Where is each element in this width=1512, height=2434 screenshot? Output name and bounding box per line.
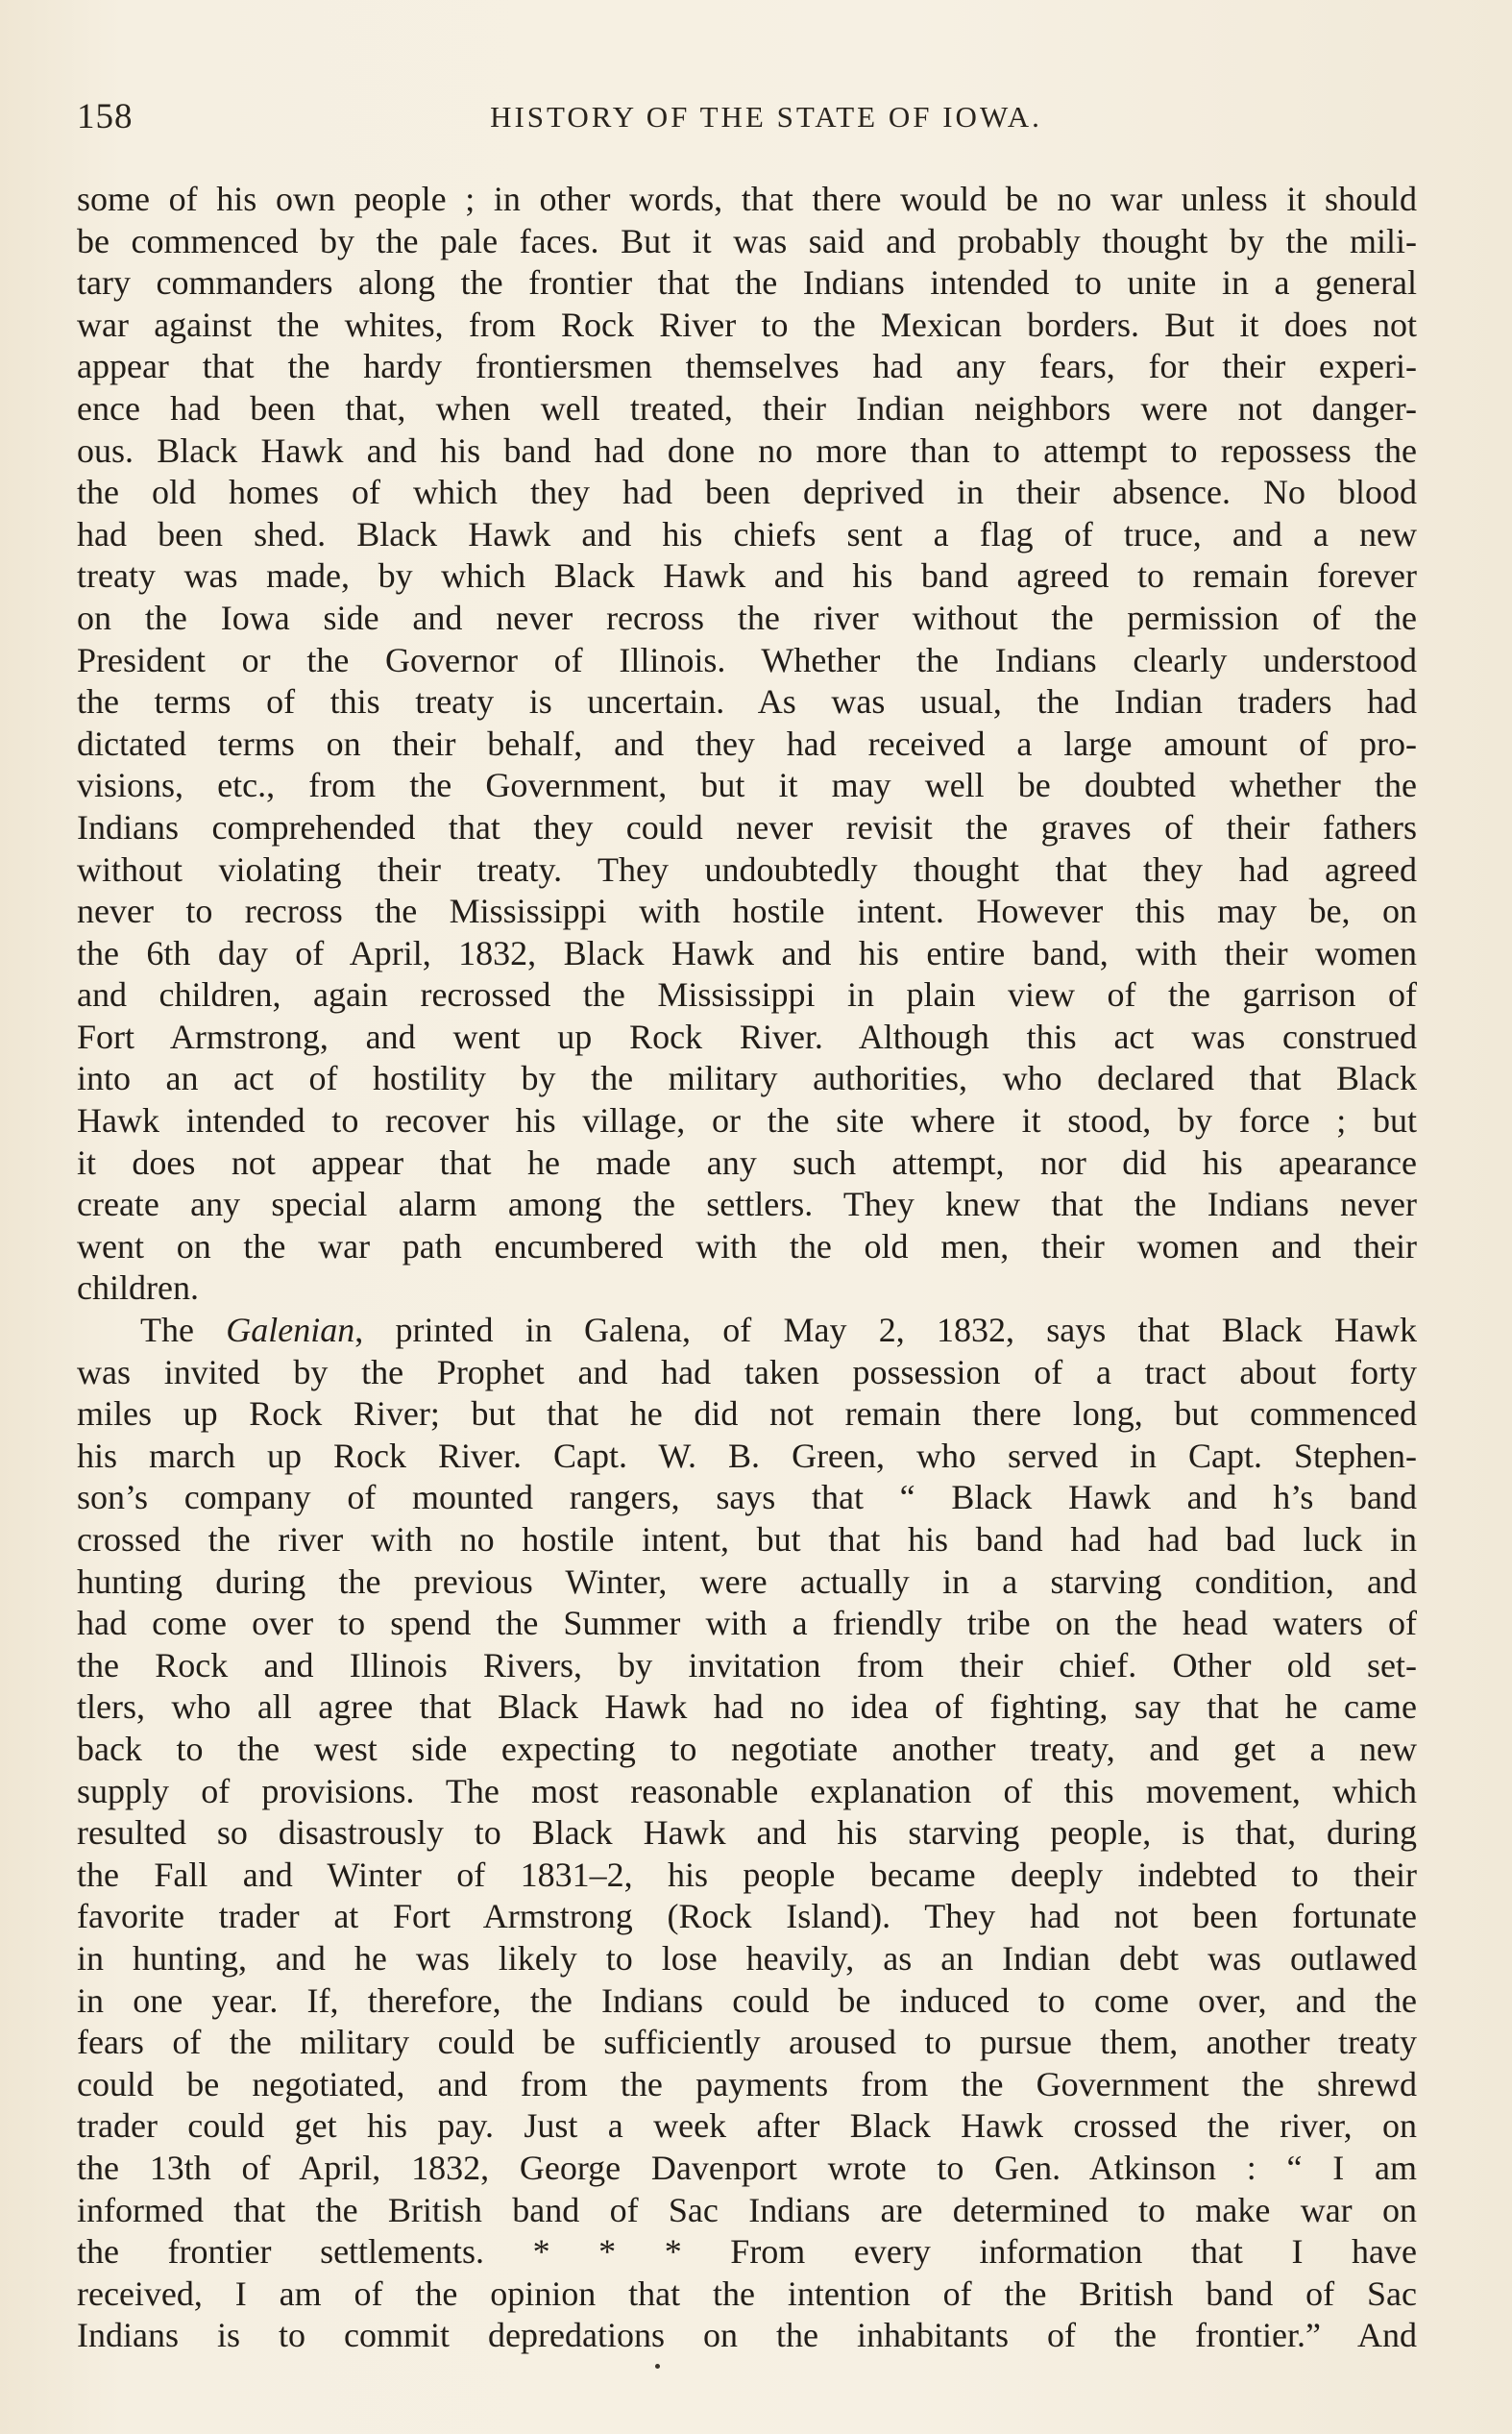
text-line: had been shed. Black Hawk and his chiefs sent a flag of truce, and a new bbox=[77, 514, 1417, 553]
text-line: President or the Governor of Illinois. Whether the Indians clearly understood bbox=[77, 640, 1417, 679]
text-line: had come over to spend the Summer with a friendly tribe on the head waters of bbox=[77, 1604, 1417, 1643]
text-line: could be negotiated, and from the payments from the Government the shrewd bbox=[77, 2064, 1417, 2103]
paragraph-2 bbox=[77, 1310, 1417, 2357]
text-line: the Rock and Illinois Rivers, by invitation from their chief. Other old set- bbox=[77, 1645, 1417, 1684]
text-line: Indians comprehended that they could never revisit the graves of their fathers bbox=[77, 807, 1417, 847]
text-line: on the Iowa side and never recross the river without the permission of the bbox=[77, 598, 1417, 637]
text-line: tlers, who all agree that Black Hawk had no idea of fighting, say that he came bbox=[77, 1687, 1417, 1727]
text-line: the frontier settlements. * * * From every information that I have bbox=[77, 2232, 1417, 2272]
newspaper-title: Galenian bbox=[226, 1311, 355, 1350]
text-line: be commenced by the pale faces. But it was said and probably thought by the mili- bbox=[77, 221, 1417, 260]
text-line: the Fall and Winter of 1831–2, his people became deeply indebted to their bbox=[77, 1855, 1417, 1894]
text-line: son’s company of mounted rangers, says that “ Black Hawk and h’s band bbox=[77, 1478, 1417, 1517]
text-line: ence had been that, when well treated, their Indian neighbors were not danger- bbox=[77, 388, 1417, 428]
page-header bbox=[77, 96, 1417, 154]
text-line: it does not appear that he made any such attempt, nor did his apearance bbox=[77, 1143, 1417, 1182]
text-line: favorite trader at Fort Armstrong (Rock Island). They had not been fortunate bbox=[77, 1897, 1417, 1936]
page-number: 158 bbox=[77, 97, 134, 136]
running-title: HISTORY OF THE STATE OF IOWA. bbox=[490, 100, 1042, 134]
text-line: received, I am of the opinion that the intention of the British band of Sac bbox=[77, 2274, 1417, 2313]
para2-pre: The bbox=[140, 1311, 227, 1350]
text-line: war against the whites, from Rock River to the Mexican borders. But it does not bbox=[77, 305, 1417, 344]
text-line: ous. Black Hawk and his band had done no more than to attempt to repossess the bbox=[77, 430, 1417, 470]
text-line: Indians is to commit depredations on the inhabitants of the frontier.” And bbox=[77, 2316, 1417, 2355]
text-line: fears of the military could be sufficiently aroused to pursue them, another treaty bbox=[77, 2023, 1417, 2062]
paragraph-1 bbox=[77, 179, 1417, 1310]
text-line: the terms of this treaty is uncertain. As was usual, the Indian traders had bbox=[77, 682, 1417, 722]
text-line: the 13th of April, 1832, George Davenport wrote to Gen. Atkinson : “ I am bbox=[77, 2148, 1417, 2187]
text-line: create any special alarm among the settlers. They knew that the Indians never bbox=[77, 1185, 1417, 1224]
ink-speck bbox=[655, 2364, 660, 2369]
text-line: informed that the British band of Sac Indians are determined to make war on bbox=[77, 2190, 1417, 2229]
text-line: treaty was made, by which Black Hawk and his band agreed to remain forever bbox=[77, 556, 1417, 596]
text-line: Fort Armstrong, and went up Rock River. Although this act was construed bbox=[77, 1017, 1417, 1056]
para2-post: , printed in Galena, of May 2, 1832, says that Black Hawk bbox=[354, 1311, 1417, 1350]
text-line: went on the war path encumbered with the old men, their women and their bbox=[77, 1226, 1417, 1266]
text-line: Hawk intended to recover his village, or the site where it stood, by force ; but bbox=[77, 1101, 1417, 1141]
text-line: crossed the river with no hostile intent, but that his band had had bad luck in bbox=[77, 1520, 1417, 1559]
text-line: some of his own people ; in other words, that there would be no war unless it should bbox=[77, 180, 1417, 218]
text-line: and children, again recrossed the Mississippi in plain view of the garrison of bbox=[77, 975, 1417, 1015]
text-line: children. bbox=[77, 1268, 199, 1308]
text-line: tary commanders along the frontier that the Indians intended to unite in a general bbox=[77, 263, 1417, 303]
text-line bbox=[77, 1310, 1417, 1352]
text-line: never to recross the Mississippi with hostile intent. However this may be, on bbox=[77, 892, 1417, 931]
text-line: back to the west side expecting to negotiate another treaty, and get a new bbox=[77, 1729, 1417, 1768]
text-line: into an act of hostility by the military authorities, who declared that Black bbox=[77, 1059, 1417, 1098]
text-line: appear that the hardy frontiersmen themselves had any fears, for their experi- bbox=[77, 347, 1417, 386]
text-line: hunting during the previous Winter, were actually in a starving condition, and bbox=[77, 1561, 1417, 1601]
text-line: resulted so disastrously to Black Hawk and his starving people, is that, during bbox=[77, 1813, 1417, 1853]
text-line: without violating their treaty. They undoubtedly thought that they had agreed bbox=[77, 849, 1417, 889]
text-line: his march up Rock River. Capt. W. B. Green, who served in Capt. Stephen- bbox=[77, 1436, 1417, 1475]
text-line: supply of provisions. The most reasonable explanation of this movement, which bbox=[77, 1771, 1417, 1810]
text-line: the old homes of which they had been deprived in their absence. No blood bbox=[77, 473, 1417, 512]
body-text bbox=[77, 179, 1417, 2357]
text-line: dictated terms on their behalf, and they had received a large amount of pro- bbox=[77, 724, 1417, 763]
text-line: was invited by the Prophet and had taken possession of a tract about forty bbox=[77, 1352, 1417, 1391]
text-line: miles up Rock River; but that he did not remain there long, but commenced bbox=[77, 1394, 1417, 1434]
text-line: in hunting, and he was likely to lose heavily, as an Indian debt was outlawed bbox=[77, 1938, 1417, 1978]
text-line: in one year. If, therefore, the Indians could be induced to come over, and the bbox=[77, 1980, 1417, 2020]
text-line: visions, etc., from the Government, but it may well be doubted whether the bbox=[77, 766, 1417, 805]
text-line: trader could get his pay. Just a week after Black Hawk crossed the river, on bbox=[77, 2106, 1417, 2146]
text-line: the 6th day of April, 1832, Black Hawk and his entire band, with their women bbox=[77, 933, 1417, 972]
